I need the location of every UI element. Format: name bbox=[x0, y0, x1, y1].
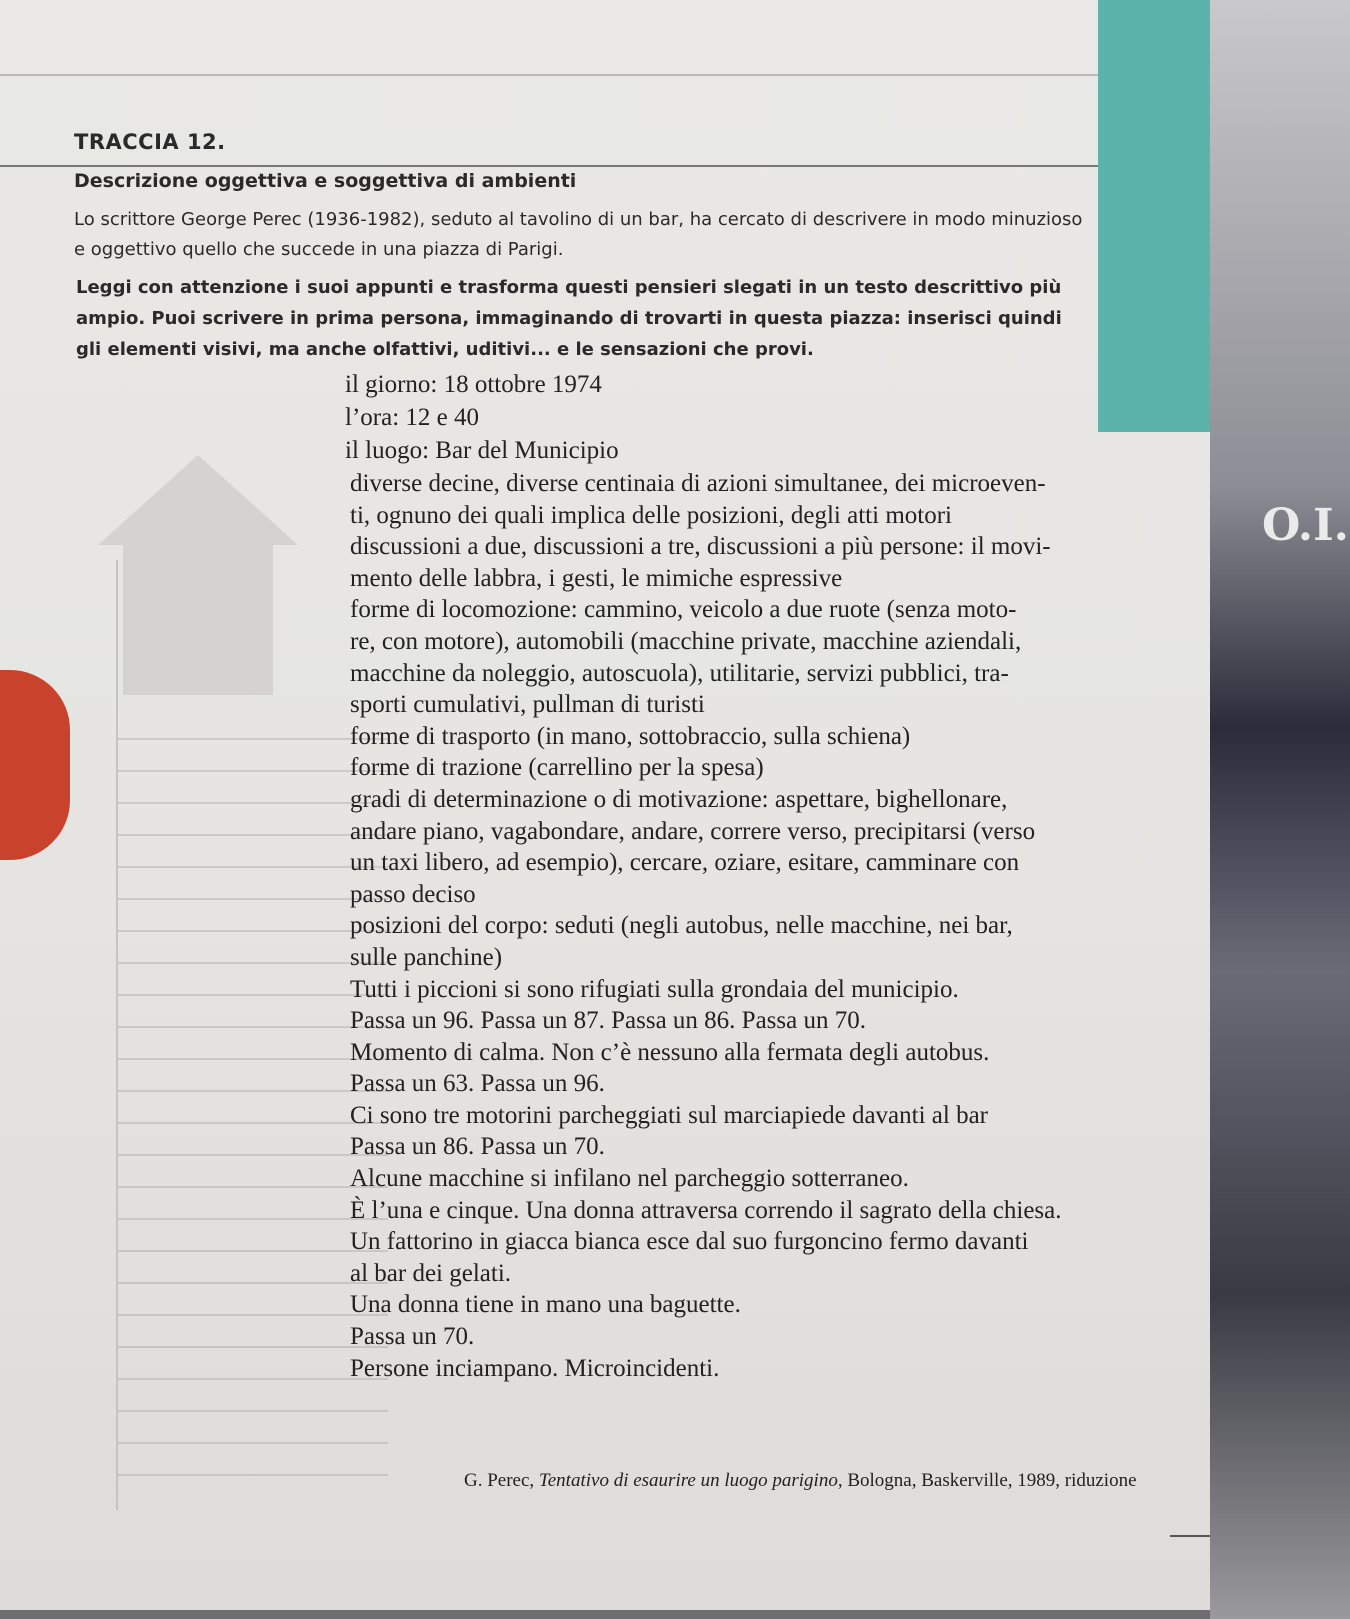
teal-margin-band bbox=[1098, 0, 1210, 432]
text-line: Passa un 63. Passa un 96. bbox=[350, 1070, 605, 1098]
text-line: mento delle labbra, i gesti, le mimiche espressive bbox=[350, 564, 843, 592]
text-line: andare piano, vagabondare, andare, correre verso, precipitarsi (verso bbox=[350, 817, 1036, 845]
house-illustration bbox=[98, 455, 298, 695]
notes-header bbox=[345, 368, 619, 467]
text-line: un taxi libero, ad esempio), cercare, oziare, esitare, camminare con bbox=[350, 849, 1020, 877]
perec-notes bbox=[350, 468, 1150, 1384]
text-line: al bar dei gelati. bbox=[350, 1259, 512, 1287]
meta-day: il giorno: 18 ottobre 1974 bbox=[345, 371, 602, 398]
background-books bbox=[1210, 0, 1350, 1619]
citation-title: Tentativo di esaurire un luogo parigino bbox=[538, 1470, 838, 1491]
source-citation bbox=[464, 1470, 1137, 1492]
thumb-finger bbox=[0, 670, 70, 860]
text-line: discussioni a due, discussioni a tre, discussioni a più persone: il movi- bbox=[350, 533, 1051, 561]
text-line: sulle panchine) bbox=[350, 943, 503, 971]
text-line: Passa un 86. Passa un 70. bbox=[350, 1133, 605, 1161]
heading-rule bbox=[0, 165, 1098, 167]
text-line: passo deciso bbox=[350, 880, 476, 908]
text-line: forme di trasporto (in mano, sottobraccio, sulla schiena) bbox=[350, 722, 911, 750]
task-instructions: Leggi con attenzione i suoi appunti e trasforma questi pensieri slegati in un testo descrittivo più ampio. Puoi scrivere in prima persona, immaginando di trovarti in questa piazza: inserisci quindi gli elementi visivi, ma anche olfattivi, uditivi... e le sensazioni che provi. bbox=[76, 277, 1062, 360]
text-line: sporti cumulativi, pullman di turisti bbox=[350, 691, 705, 719]
citation-author: G. Perec, bbox=[464, 1470, 539, 1491]
text-line: Un fattorino in giacca bianca esce dal suo furgoncino fermo davanti bbox=[350, 1228, 1029, 1256]
text-line: È l’una e cinque. Una donna attraversa correndo il sagrato della chiesa. bbox=[350, 1196, 1062, 1224]
text-line: ti, ognuno dei quali implica delle posizioni, degli atti motori bbox=[350, 501, 952, 529]
section-subtitle: Descrizione oggettiva e soggettiva di ambienti bbox=[74, 170, 577, 192]
text-line: Ci sono tre motorini parcheggiati sul marciapiede davanti al bar bbox=[350, 1101, 988, 1129]
text-line: forme di locomozione: cammino, veicolo a due ruote (senza moto- bbox=[350, 596, 1017, 624]
book-spine-label: O.I. bbox=[1262, 500, 1349, 551]
text-line: posizioni del corpo: seduti (negli autobus, nelle macchine, nei bar, bbox=[350, 912, 1013, 940]
text-line: gradi di determinazione o di motivazione: aspettare, bighellonare, bbox=[350, 785, 1008, 813]
text-line: Persone inciampano. Microincidenti. bbox=[350, 1354, 720, 1382]
faded-margin-text bbox=[118, 720, 388, 1480]
citation-rest: , Bologna, Baskerville, 1989, riduzione bbox=[837, 1470, 1137, 1491]
meta-place: il luogo: Bar del Municipio bbox=[345, 437, 619, 464]
meta-time: l’ora: 12 e 40 bbox=[345, 404, 479, 431]
text-line: forme di trazione (carrellino per la spesa) bbox=[350, 754, 764, 782]
text-line: re, con motore), automobili (macchine private, macchine aziendali, bbox=[350, 627, 1022, 655]
intro-paragraph: Lo scrittore George Perec (1936-1982), seduto al tavolino di un bar, ha cercato di descrivere in modo minuzioso e oggettivo quello che succede in una piazza di Parigi. bbox=[74, 209, 1083, 260]
text-line: Momento di calma. Non c’è nessuno alla fermata degli autobus. bbox=[350, 1038, 990, 1066]
top-border-line bbox=[0, 74, 1098, 76]
traccia-title: TRACCIA 12. bbox=[74, 130, 226, 154]
text-line: Passa un 96. Passa un 87. Passa un 86. Passa un 70. bbox=[350, 1007, 866, 1035]
text-line: Passa un 70. bbox=[350, 1323, 475, 1351]
text-line: Alcune macchine si infilano nel parcheggio sotterraneo. bbox=[350, 1165, 909, 1193]
text-line: diverse decine, diverse centinaia di azioni simultanee, dei microeven- bbox=[350, 470, 1046, 497]
text-line: Una donna tiene in mano una baguette. bbox=[350, 1291, 741, 1319]
text-line: macchine da noleggio, autoscuola), utilitarie, servizi pubblici, tra- bbox=[350, 659, 1009, 687]
text-line: Tutti i piccioni si sono rifugiati sulla grondaia del municipio. bbox=[350, 975, 959, 1003]
